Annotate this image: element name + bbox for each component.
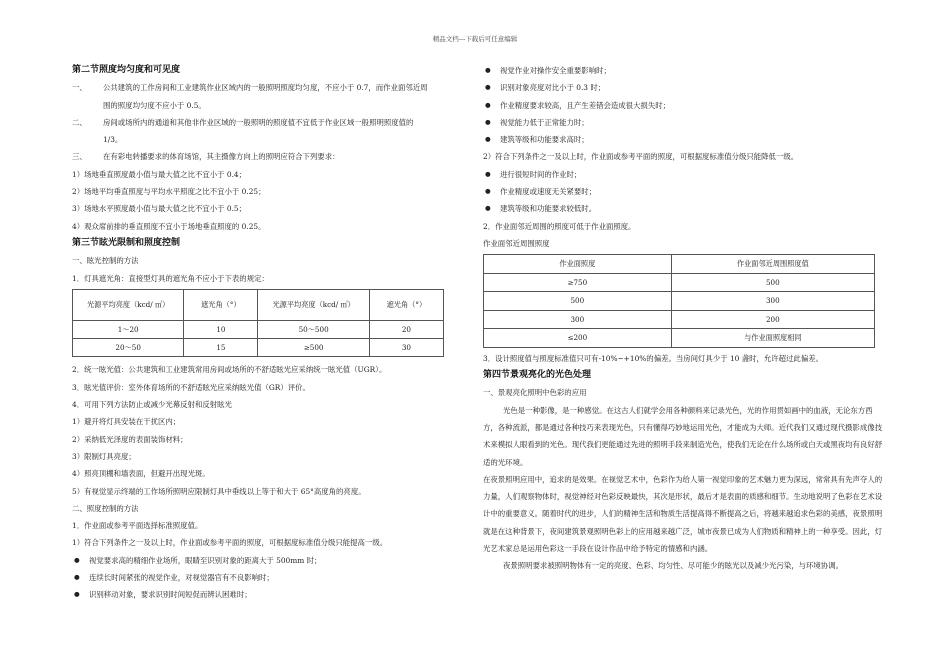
- bullet-item: ● 建筑等级和功能要求高时；: [483, 131, 883, 148]
- bullet-item: ● 作业精度要求较高，且产生差错会造成很大损失时；: [483, 97, 883, 114]
- left-column: [72, 62, 444, 604]
- text-line: 3．眩光值评价：室外体育场所的不舒适眩光应采纳眩光值（GR）评价。: [72, 382, 310, 392]
- table-header-cell: 遮光角（°）: [369, 289, 443, 320]
- bullet-item: ● 识别移动对象，要求识别时间短促而辨认困难时；: [72, 586, 444, 603]
- text-line: 3．设计照度值与照度标准值只可有-10%~+10%的偏差。当房间灯具少于 10 盏时，允许超过此偏差。: [483, 353, 823, 363]
- table-cell: 20: [369, 320, 443, 338]
- bullet-item: ● 连续长时间紧张的视觉作业，对视觉器官有不良影响时；: [72, 569, 444, 586]
- list-item: 1）场地垂直照度最小值与最大值之比不宜小于 0.4；: [72, 169, 247, 179]
- table-cell: ≤200: [484, 329, 672, 348]
- page-header: 精品文档---下载后可任意编辑: [432, 35, 518, 43]
- table-caption: 作业面邻近周围照度: [483, 238, 550, 248]
- table-header-cell: 光源平均亮度（kcd/ ㎡）: [258, 289, 369, 320]
- list-item: 5）有视觉显示终端的工作场所照明应限制灯具中垂线以上等于和大于 65°高度角的亮度。: [72, 486, 366, 496]
- table-cell: 20～50: [73, 339, 184, 357]
- text-line: 2．作业面邻近周围的照度可低于作业面照度。: [483, 221, 636, 231]
- table-row: [484, 273, 875, 292]
- table-cell: ≥500: [258, 339, 369, 357]
- table-row: [73, 320, 444, 338]
- right-column: [483, 62, 883, 575]
- text-line: 1．灯具遮光角：直接型灯具的遮光角不应小于下表的规定：: [72, 273, 269, 283]
- bullet-item: ● 识别对象亮度对比小于 0.3 时；: [483, 79, 883, 96]
- paragraph-1: 一、 公共建筑的工作房间和工业建筑作业区域内的一般照明照度均匀度，不应小于 0.7，而作业面邻近周: [72, 83, 428, 93]
- table-header-cell: 遮光角（°）: [184, 289, 258, 320]
- paragraph-2: 二、 房间或场所内的通道和其他非作业区域的一般照明的照度值不宜低于作业区域一般照明照度值的: [72, 117, 414, 127]
- list-item: 3）限制灯具亮度；: [72, 451, 136, 461]
- table-cell: 1～20: [73, 320, 184, 338]
- bullet-item: ● 作业精度或速度无关紧要时；: [483, 183, 883, 200]
- table-row: [484, 292, 875, 311]
- table-cell: 30: [369, 339, 443, 357]
- table-cell: 300: [671, 292, 874, 311]
- table-cell: 10: [184, 320, 258, 338]
- list-item: 2）场地平均垂直照度与平均水平照度之比不宜小于 0.25；: [72, 187, 266, 197]
- list-item: 4）观众席前排的垂直照度不宜小于场地垂直照度的 0.25。: [72, 221, 266, 231]
- table-cell: 15: [184, 339, 258, 357]
- table-header-cell: 作业面照度: [484, 255, 672, 274]
- text-line: 4．可用下列方法防止或减少光幕反射和反射眩光: [72, 400, 232, 410]
- text-line: 1）符合下列条件之一及以上时，作业面或参考平面的照度，可根据度标准值分级只能提高一级。: [72, 538, 388, 548]
- shielding-angle-table: [72, 289, 444, 358]
- bullet-item: ● 进行很短时间的作业时；: [483, 166, 883, 183]
- table-cell: 与作业面照度相同: [671, 329, 874, 348]
- paragraph: 光色是一种影像，是一种感觉。在这古人们就学会用各种颜料来记录光色，光的作用贯如画中的血液，无论东方西方，各种流派，都是通过各种技巧来表现光色，只有懂得巧妙地运用光色，才能成为大师。近代我们又通过现代摄影成像技术来模拟人眼看到的光色。现代我们更能通过先进的照明手段来制造光色，使我们无论在什么场所或白天或黑夜均有良好舒适的光环境。: [483, 405, 883, 467]
- list-item: 4）照亮顶棚和墙表面，但避开出现光斑。: [72, 469, 210, 479]
- table-cell: ≥750: [484, 273, 672, 292]
- list-item: 2）采纳低光泽度的表面装饰材料；: [72, 434, 188, 444]
- bullet-item: ● 视觉能力低于正常能力时；: [483, 114, 883, 131]
- table-row: [73, 339, 444, 357]
- surrounding-illuminance-table: [483, 254, 875, 348]
- section-4-title: 第四节景观亮化的光色处理: [483, 370, 592, 381]
- paragraph-2-cont: 1/3。: [103, 135, 123, 145]
- subheading: 二、照度控制的方法: [72, 503, 139, 513]
- table-header-row: [73, 289, 444, 320]
- text-line: 2．统一眩光值：公共建筑和工业建筑常用房间或场所的不舒适眩光应采纳统一眩光值（UGR）。: [72, 365, 387, 375]
- table-row: [484, 310, 875, 329]
- bullet-item: ● 视觉作业对操作安全重要影响时；: [483, 62, 883, 79]
- subheading: 一、眩光控制的方法: [72, 256, 139, 266]
- paragraph: 在夜景照明应用中，追求的是效果。在视觉艺术中，色彩作为给人第一视觉印象的艺术魅力更为深远，常常具有先声夺人的力量，人们观察物体时，视觉神经对色彩反映最快，其次是形状，最后才是表面的质感和细节。生动地说明了色彩在艺术设计中的重要意义。随着时代的进步，人们的精神生活和物质生活提高得不断提高之后，将越来越追求色彩的美感，夜景照明就是在这种背景下，夜间建筑景观照明色彩上的应用越来越广泛，城市夜景已成为人们物质和精神上的一种享受。因此，灯光艺术家总是运用色彩这一手段在设计作品中给予特定的情感和内涵。: [483, 474, 883, 554]
- text-line: 1．作业面或参考平面选择标准照度值。: [72, 521, 203, 531]
- text-line: 2）符合下列条件之一及以上时，作业面或参考平面的照度，可根据度标准值分级只能降低一级。: [483, 152, 799, 162]
- list-item: 1）避开将灯具安装在干扰区内；: [72, 417, 181, 427]
- table-cell: 200: [671, 310, 874, 329]
- section-2-title: 第二节照度均匀度和可见度: [72, 65, 181, 75]
- table-cell: 300: [484, 310, 672, 329]
- paragraph-1-cont: 围的照度均匀度不应小于 0.5。: [103, 100, 206, 110]
- bullet-item: ● 建筑等级和功能要求较低时。: [483, 200, 883, 217]
- table-header-cell: 光源平均亮度（kcd/ ㎡）: [73, 289, 184, 320]
- paragraph: 夜景照明要求被照明物体有一定的亮度、色彩、均匀性、尽可能少的眩光以及减少光污染，与环境协调。: [503, 561, 843, 571]
- table-cell: 500: [484, 292, 672, 311]
- table-row: [484, 329, 875, 348]
- section-3-title: 第三节眩光限制和照度控制: [72, 237, 181, 248]
- table-cell: 50～500: [258, 320, 369, 338]
- table-cell: 500: [671, 273, 874, 292]
- table-header-row: [484, 255, 875, 274]
- subheading: 一、景观亮化照明中色彩的应用: [483, 388, 587, 398]
- paragraph-3: 三、 在有彩电转播要求的体育场馆，其主摄像方向上的照明应符合下列要求：: [72, 152, 340, 162]
- table-header-cell: 作业面邻近周围照度值: [671, 255, 874, 274]
- bullet-item: ● 视觉要求高的精细作业场所，眼睛至识别对象的距离大于 500mm 时；: [72, 552, 444, 569]
- list-item: 3）场地水平照度最小值与最大值之比不宜小于 0.5；: [72, 204, 247, 214]
